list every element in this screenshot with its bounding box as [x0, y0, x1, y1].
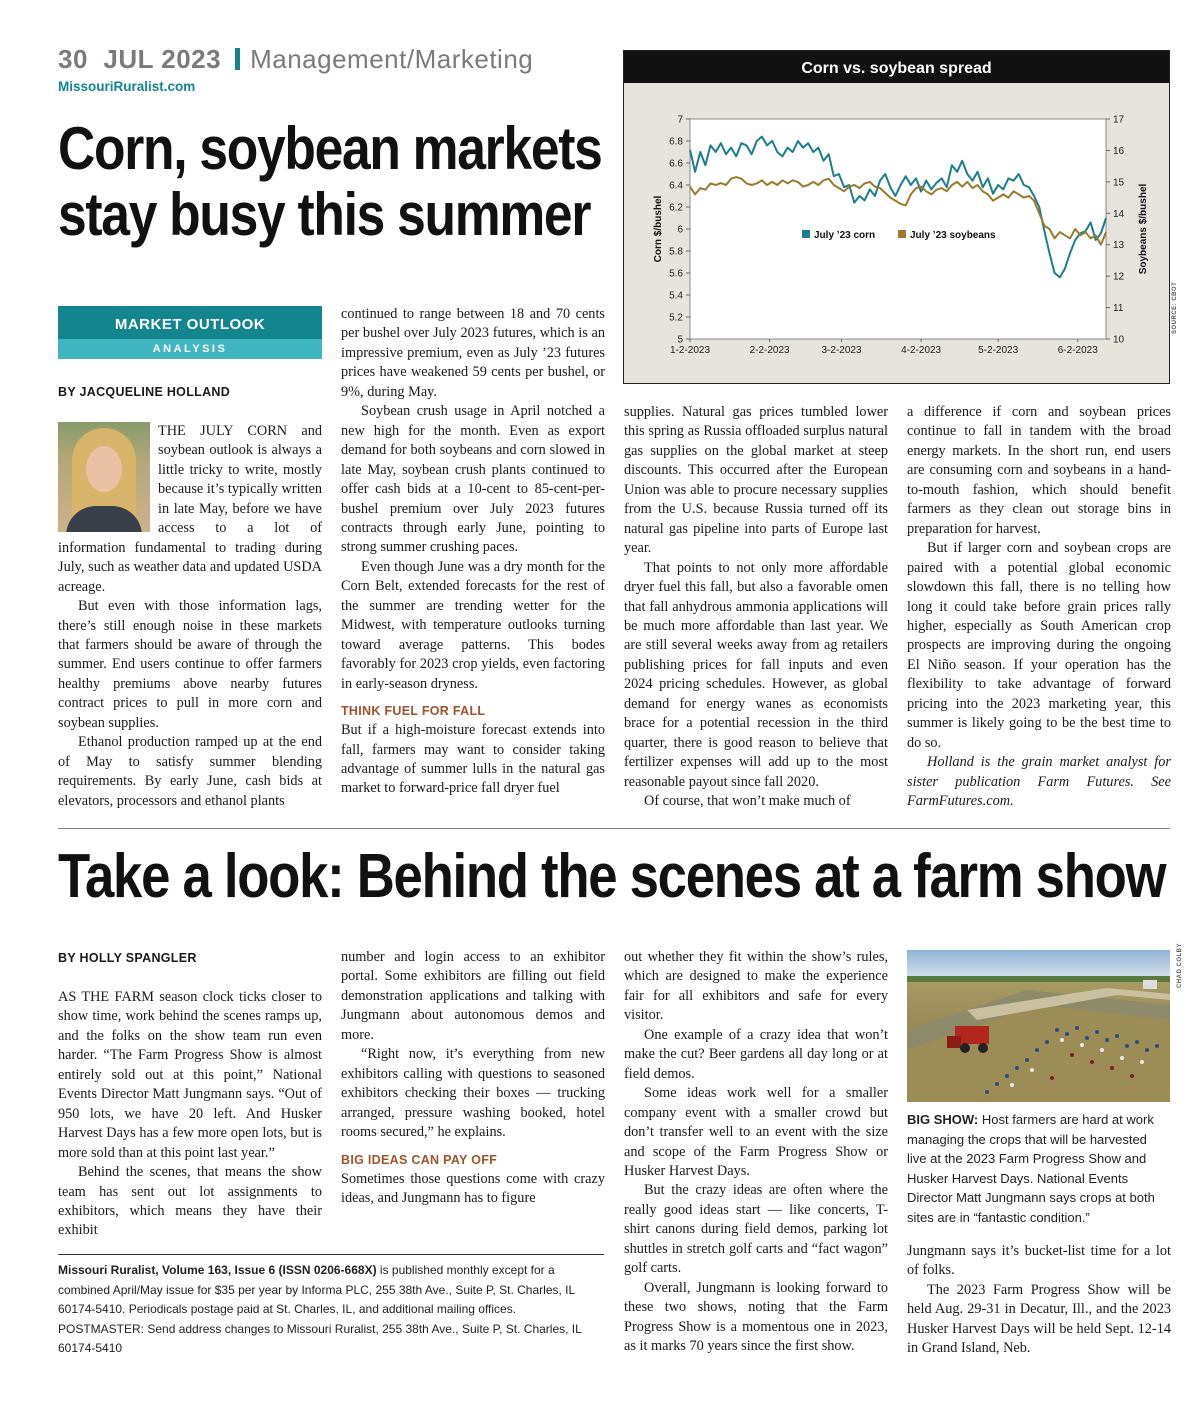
y-left-axis-label: Corn $/bushel	[653, 195, 664, 263]
badge-title: MARKET OUTLOOK	[58, 306, 322, 339]
y-right-tick-label: 15	[1113, 177, 1125, 189]
y-right-tick-label: 14	[1113, 208, 1125, 220]
footer-rule	[58, 1254, 604, 1255]
headline-line2: stay busy this summer	[58, 181, 591, 248]
lead-caps: AS THE FARM	[58, 989, 154, 1005]
y-left-tick-label: 5.6	[669, 268, 683, 280]
article1-paragraph: continued to range between 18 and 70 cents per bushel over July 2023 futures, which is an impressive premium, even as July ’23 futures prices have weakened 59 cents per bushel, or 9%, during May.	[341, 306, 605, 400]
article2-headline: Take a look: Behind the scenes at a farm show	[58, 842, 1166, 911]
y-left-tick-label: 5.2	[669, 312, 683, 324]
caption-text: Host farmers are hard at work managing the crops that will be harvested live at the 2023 Farm Progress Show and Husker Harvest Days. National Events Director Matt Jungmann says crops at both sites are in “fantastic condition.”	[907, 1112, 1155, 1225]
article2-column-4	[907, 1242, 1171, 1359]
market-outlook-badge	[58, 306, 322, 359]
y-left-tick-label: 6.6	[669, 158, 683, 170]
lead-caps: THE JULY CORN	[158, 423, 288, 439]
y-left-tick-label: 5.8	[669, 246, 683, 258]
section-name: Management/Marketing	[250, 44, 534, 74]
x-tick-label: 1-2-2023	[669, 345, 711, 356]
article-divider	[58, 828, 1170, 829]
article1-paragraph: That points to not only more affordable dryer fuel this fall, but also a favorable omen that fall anhydrous ammonia applications will be much more affordable than last year. We are still several weeks away from ag retailers publishing prices for fall inputs and even 2024 pricing schedules. However, as global demand for energy wanes as economists brace for a potential recession in the third quarter, there is good reason to believe that fertilizer expenses will add up to the most reasonable payout since fall 2020.	[624, 559, 888, 790]
article1-paragraph: Soybean crush usage in April notched a new high for the month. Even as export demand for both soybeans and corn slowed in late May, soybean crush plants continued to offer cash bids at a 10-cent to 85-cent-per-bushel premium over July 2023 futures contracts through early June, pointing to strong summer crushing paces.	[341, 403, 605, 556]
headline-line1: Corn, soybean markets	[58, 115, 602, 182]
issue-date: JUL 2023	[103, 44, 222, 74]
article1-column-4	[907, 403, 1171, 812]
y-right-tick-label: 16	[1113, 145, 1125, 157]
article2-paragraph: out whether they fit within the show’s rules, which are designed to make the experience fair for all exhibitors and safe for every visitor.	[624, 949, 888, 1024]
x-tick-label: 4-2-2023	[901, 345, 942, 356]
x-tick-label: 2-2-2023	[749, 345, 790, 356]
author-bio: Holland is the grain market analyst for sister publication Farm Futures. See FarmFutures.com.	[907, 754, 1171, 810]
subhead-big-ideas: BIG IDEAS CAN PAY OFF	[341, 1152, 498, 1167]
article1-paragraph: But if larger corn and soybean crops are paired with a potential global economic slowdown this fall, there is no telling how long it could take before grain prices rally higher, especially as South American crop prospects are improving during the ongoing El Niño season. If your operation has the flexibility to take advantage of forward pricing into the 2023 marketing year, this summer is likely going to be the best time to do so.	[907, 540, 1171, 751]
article1-column-1	[58, 422, 322, 811]
article1-paragraph: Of course, that won’t make much of	[644, 793, 851, 810]
caption-label: BIG SHOW:	[907, 1112, 979, 1127]
chart-source: SOURCE: CBOT	[1172, 281, 1178, 334]
page-header	[58, 44, 533, 94]
x-tick-label: 6-2-2023	[1057, 345, 1098, 356]
article2-paragraph: But the crazy ideas are often where the really good ideas start — like concerts, T-shirt canons during field demos, parking lot shuttles in stretch golf carts and “fact wagon” golf carts.	[624, 1182, 888, 1277]
legend-label: July ’23 soybeans	[910, 230, 996, 241]
article2-paragraph: Behind the scenes, that means the show team has sent out lot assignments to exhibitors, which means they have their exhibit	[58, 1164, 322, 1239]
article1-column-2	[341, 305, 605, 799]
photo-credit: CHAD COLBY	[1177, 943, 1183, 988]
article1-column-3	[624, 403, 888, 812]
publication-footer	[58, 1261, 604, 1359]
x-tick-label: 5-2-2023	[978, 345, 1019, 356]
article2-lead-paragraph: AS THE FARM season clock ticks closer to show time, work behind the scenes ramps up, and the folks on the show team run even harder. “The Farm Progress Show is almost entirely sold out at this point,” National Events Director Matt Jungmann says. “Out of 950 lots, we have 20 left. And Husker Harvest Days has a few more open lots, but is more sold than at this point last year.”	[58, 989, 322, 1161]
folio-divider	[235, 48, 240, 70]
y-left-tick-label: 6	[677, 224, 683, 236]
article2-paragraph: “Right now, it’s everything from new exhibitors calling with questions to seasoned exhibitors checking their boxes — trucking arranged, pressure washing booked, hotel rooms secured,” he explains.	[341, 1046, 605, 1141]
article2-paragraph: Some ideas work well for a smaller company event with a smaller crowd but don’t transfer well to an event with the size and scope of the Farm Progress Show or Husker Harvest Days.	[624, 1085, 888, 1179]
article2-column-3	[624, 948, 888, 1357]
y-right-tick-label: 17	[1113, 114, 1125, 126]
article2-paragraph: Jungmann says it’s bucket-list time for a lot of folks.	[907, 1243, 1171, 1279]
article2-paragraph: number and login access to an exhibitor portal. Some exhibitors are filling out field demonstration applications and talking with Jungmann about autonomous demos and more.	[341, 949, 605, 1043]
article2-column-2	[341, 948, 605, 1208]
photo-caption	[907, 1110, 1170, 1228]
chart-plot	[624, 83, 1168, 382]
subhead-think-fuel: THINK FUEL FOR FALL	[341, 704, 486, 719]
article1-paragraph: But if a high-moisture forecast extends into fall, farmers may want to consider taking advantage of summer lulls in the natural gas market to forward-price fall dryer fuel	[341, 722, 605, 797]
farm-show-photo	[907, 950, 1170, 1102]
y-right-axis-label: Soybeans $/bushel	[1138, 183, 1149, 275]
y-right-tick-label: 13	[1113, 240, 1125, 252]
article2-paragraph: One example of a crazy idea that won’t make the cut? Beer gardens all day long or at field demos.	[624, 1026, 888, 1082]
author-photo	[58, 422, 150, 532]
page-number: 30	[58, 44, 88, 74]
legend-swatch	[802, 230, 810, 238]
folio	[58, 44, 533, 75]
article2-byline: BY HOLLY SPANGLER	[58, 951, 197, 965]
footer-masthead: Missouri Ruralist, Volume 163, Issue 6 (ISSN 0206-668X)	[58, 1263, 377, 1277]
y-left-tick-label: 6.2	[669, 202, 683, 214]
y-left-tick-label: 5	[677, 334, 683, 346]
corn-soybean-chart	[623, 50, 1170, 384]
article1-paragraph: supplies. Natural gas prices tumbled lower this spring as Russia offloaded surplus natural gas supplies on the global market at steep discounts. This occurred after the European Union was able to procure necessary supplies from the U.S. because Russia turned off its natural gas pipeline into parts of Europe last year.	[624, 404, 888, 557]
article2-paragraph: Overall, Jungmann is looking forward to these two shows, noting that the Farm Progress Show is a momentous one in 2023, as it marks 70 years since the first show.	[624, 1279, 888, 1355]
y-right-tick-label: 12	[1113, 271, 1125, 283]
y-left-tick-label: 7	[677, 114, 683, 126]
y-left-tick-label: 6.4	[669, 180, 683, 192]
badge-subtitle: ANALYSIS	[58, 339, 322, 359]
site-url[interactable]: MissouriRuralist.com	[58, 79, 196, 94]
article1-paragraph: Even though June was a dry month for the Corn Belt, extended forecasts for the rest of the summer are trending wetter for the Midwest, with temperature outlooks turning toward average patterns. This bodes favorably for 2023 crop yields, even factoring in early-season dryness.	[341, 558, 605, 692]
chart-title: Corn vs. soybean spread	[624, 51, 1169, 83]
legend-label: July ’23 corn	[814, 230, 876, 241]
x-tick-label: 3-2-2023	[821, 345, 862, 356]
article1-byline: BY JACQUELINE HOLLAND	[58, 385, 231, 399]
article2-paragraph: Sometimes those questions come with crazy ideas, and Jungmann has to figure	[341, 1170, 605, 1206]
article1-paragraph: But even with those information lags, there’s still enough noise in these markets that farmers should be aware of through the summer. End users continue to offer farmers healthy premiums above nearby futures contract prices to pull in more corn and soybean supplies.	[58, 598, 322, 731]
article1-paragraph: a difference if corn and soybean prices continue to fall in tandem with the broad energy markets. In the short run, end users are consuming corn and soybeans in a hand-to-mouth fashion, which should benefit farmers as they clean out storage bins in preparation for harvest.	[907, 404, 1171, 537]
y-left-tick-label: 5.4	[669, 290, 683, 302]
article1-lead-paragraph: THE JULY CORN and soybean outlook is always a little tricky to write, mostly because it’s typically written in late May, before we have access to a lot of information fundamental to trading during July, such as weather data and updated USDA acreage.	[58, 423, 322, 595]
legend-swatch	[898, 230, 906, 238]
article2-paragraph: The 2023 Farm Progress Show will be held Aug. 29-31 in Decatur, Ill., and the 2023 Husker Harvest Days will be held Sept. 12-14 in Grand Island, Neb.	[907, 1281, 1171, 1357]
article2-column-1	[58, 988, 322, 1241]
y-right-tick-label: 10	[1113, 334, 1125, 346]
article1-headline	[58, 116, 602, 248]
y-right-tick-label: 11	[1113, 303, 1124, 315]
article1-paragraph: Ethanol production ramped up at the end of May to satisfy summer blending requirements. By early June, cash bids at elevators, processors and ethanol plants	[58, 734, 322, 809]
footer-text: is published monthly except for a combined April/May issue for $35 per year by Informa PLC, 255 38th Ave., Suite P, St. Charles, IL 60174-5410. Periodicals postage paid at St. Charles, IL, and additional mailing offices. POSTMASTER: Send address changes to Missouri Ruralist, 255 38th Ave., Suite P, St. Charles, IL 60174-5410	[58, 1263, 582, 1355]
y-left-tick-label: 6.8	[669, 136, 683, 148]
